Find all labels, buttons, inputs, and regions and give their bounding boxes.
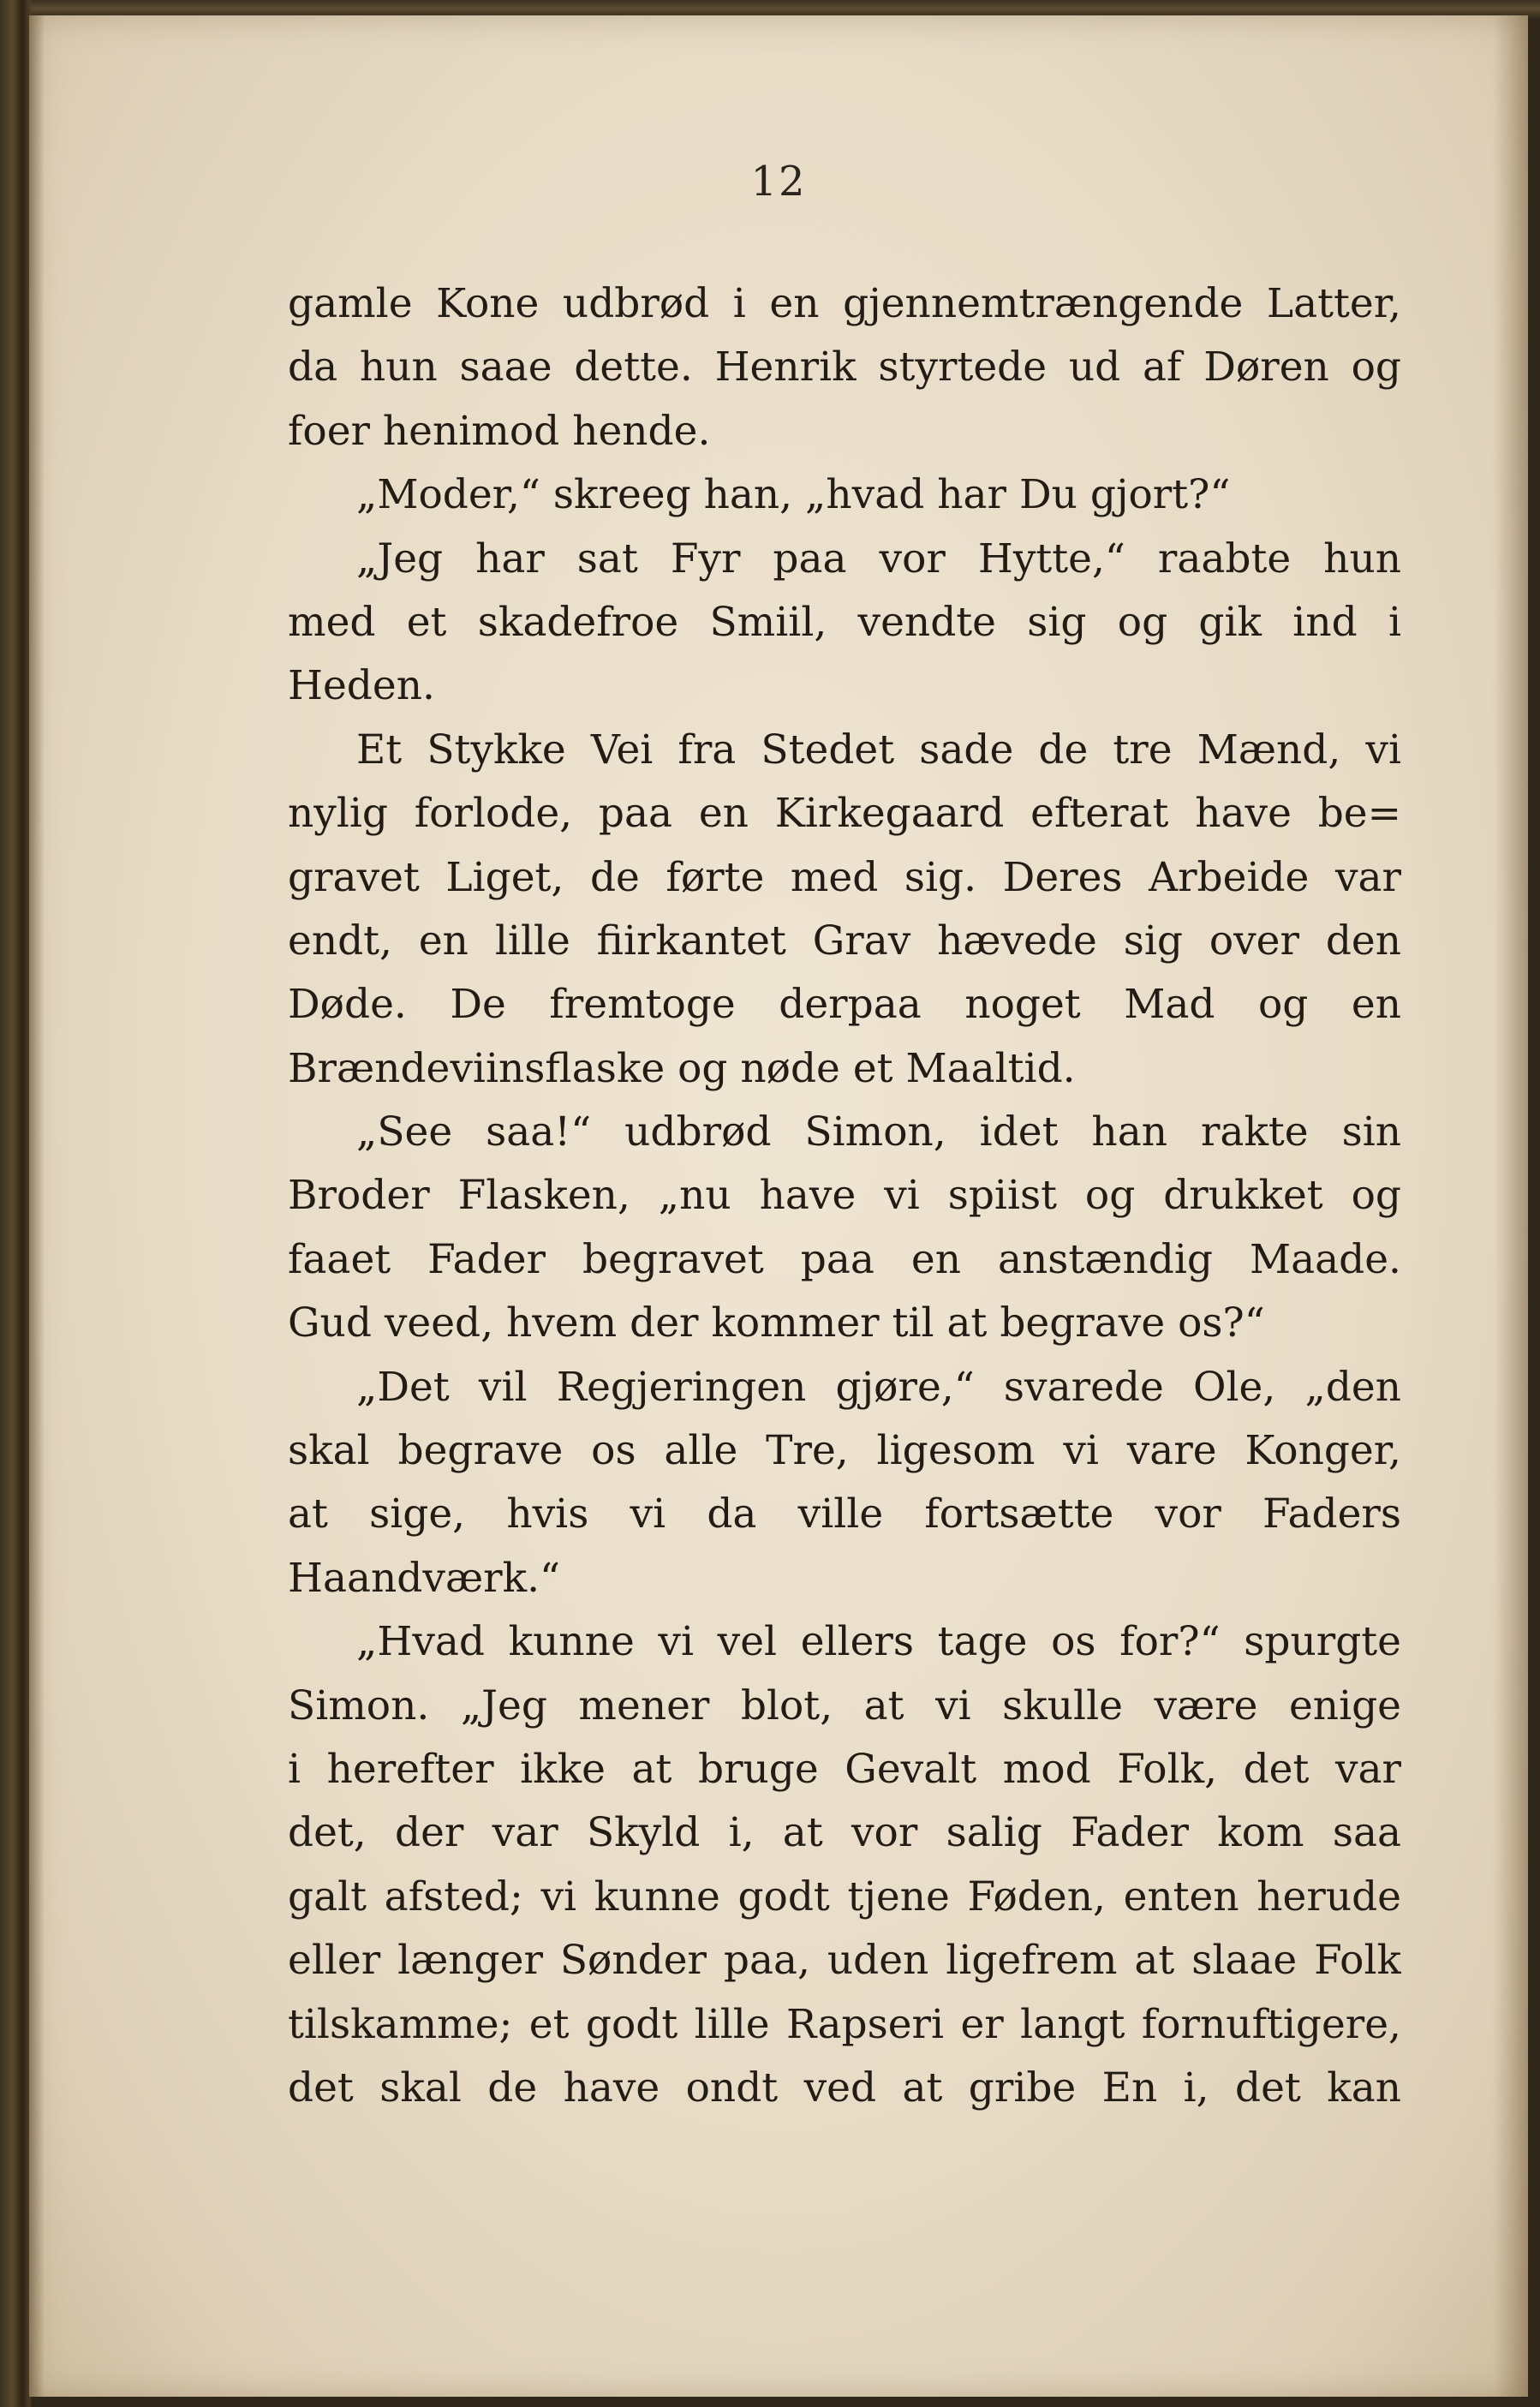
text-line: Brændeviinsflaske og nøde et Maaltid.	[288, 1044, 1076, 1092]
text-line: gamle Kone udbrød i en gjennemtrængende Latter,	[288, 280, 1401, 327]
book-page	[29, 15, 1528, 2397]
text-line: tilskamme; et godt lille Rapseri er langt fornuftigere,	[288, 2000, 1401, 2048]
text-line: Heden.	[288, 662, 435, 710]
text-line: Haandværk.“	[288, 1554, 561, 1602]
page-gutter-shadow	[29, 15, 45, 2397]
body-text	[288, 272, 1401, 2120]
text-line: med et skadefroe Smiil, vendte sig og gik ind i	[288, 598, 1401, 646]
page-number: 12	[750, 158, 807, 206]
text-line: at sige, hvis vi da ville fortsætte vor Faders	[288, 1490, 1401, 1538]
page-edge-shadow	[1494, 15, 1528, 2397]
text-line: „Det vil Regjeringen gjøre,“ svarede Ole, „den	[356, 1363, 1401, 1411]
text-line: „Hvad kunne vi vel ellers tage os for?“ spurgte	[356, 1618, 1401, 1666]
text-line: gravet Liget, de førte med sig. Deres Arbeide var	[288, 853, 1401, 901]
text-line: „Jeg har sat Fyr paa vor Hytte,“ raabte hun	[356, 535, 1401, 582]
text-line: Broder Flasken, „nu have vi spiist og drukket og	[288, 1172, 1401, 1220]
text-line: eller længer Sønder paa, uden ligefrem at slaae Folk	[288, 1937, 1401, 1985]
text-line: „See saa!“ udbrød Simon, idet han rakte sin	[356, 1108, 1401, 1156]
text-line: i herefter ikke at bruge Gevalt mod Folk, det var	[288, 1745, 1401, 1793]
text-line: det, der var Skyld i, at vor salig Fader kom saa	[288, 1809, 1401, 1857]
text-line: da hun saae dette. Henrik styrtede ud af Døren og	[288, 343, 1401, 391]
text-line: Døde. De fremtoge derpaa noget Mad og en	[288, 981, 1401, 1029]
text-line: Gud veed, hvem der kommer til at begrave os?“	[288, 1299, 1265, 1347]
text-line: galt afsted; vi kunne godt tjene Føden, enten herude	[288, 1872, 1401, 1920]
text-line: foer henimod hende.	[288, 407, 711, 455]
text-line: Simon. „Jeg mener blot, at vi skulle være enige	[288, 1681, 1401, 1729]
text-line: skal begrave os alle Tre, ligesom vi vare Konger,	[288, 1427, 1401, 1475]
text-line: „Moder,“ skreeg han, „hvad har Du gjort?“	[356, 471, 1231, 519]
text-line: Et Stykke Vei fra Stedet sade de tre Mænd, vi	[356, 726, 1401, 773]
text-line: endt, en lille fiirkantet Grav hævede sig over den	[288, 917, 1401, 965]
text-line: nylig forlode, paa en Kirkegaard efterat have be=	[288, 790, 1401, 838]
text-line: det skal de have ondt ved at gribe En i, det kan	[288, 2064, 1401, 2111]
text-line: faaet Fader begravet paa en anstændig Maade.	[288, 1235, 1401, 1283]
